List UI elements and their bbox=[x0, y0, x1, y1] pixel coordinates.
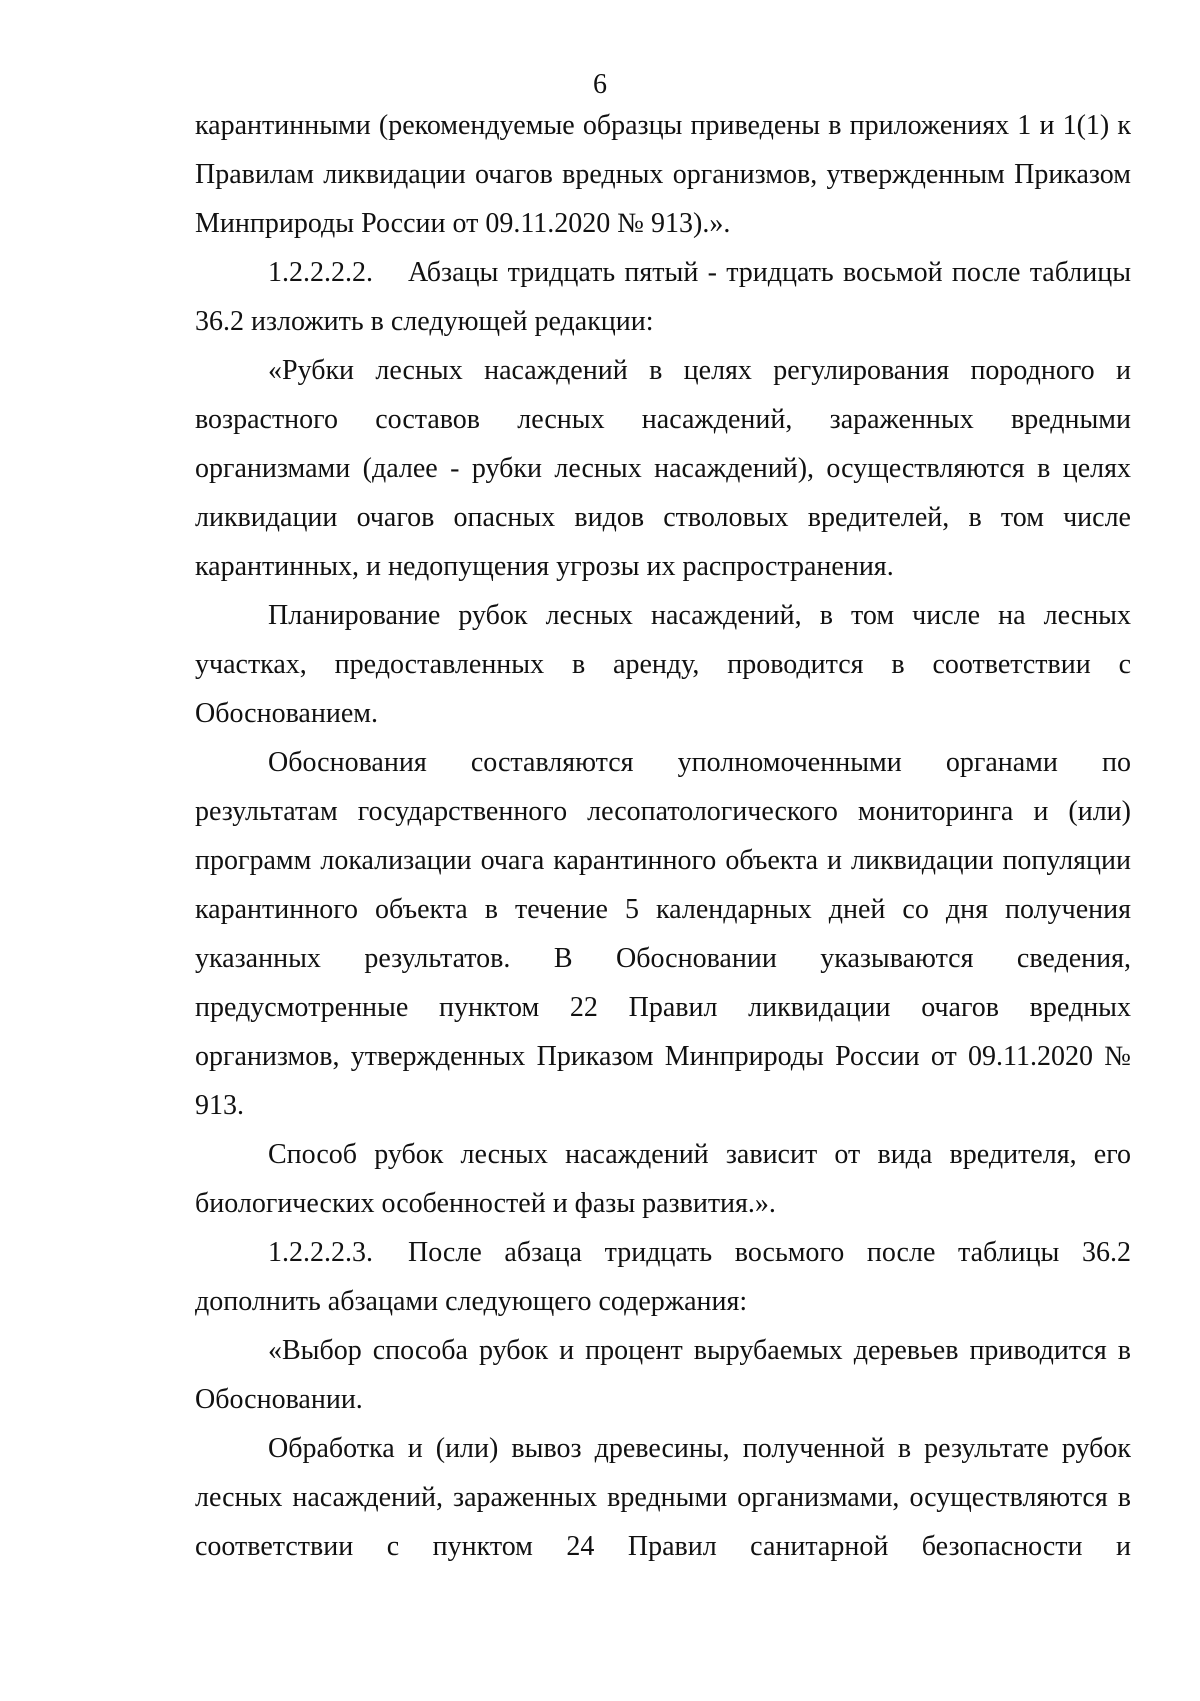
clause-text: Абзацы тридцать пятый - тридцать восьмой после таблицы 36.2 изложить в следующей редакции: bbox=[195, 257, 1131, 337]
paragraph-processing: Обработка и (или) вывоз древесины, полученной в результате рубок лесных насаждений, зараженных вредными организмами, осуществляются в соответствии с пунктом 24 Правил санитарной безопасности и bbox=[195, 1433, 1131, 1562]
paragraph-method: Способ рубок лесных насаждений зависит от вида вредителя, его биологических особенностей и фазы развития.». bbox=[195, 1139, 1131, 1219]
clause-1-2-2-2-2 bbox=[195, 248, 1131, 346]
paragraph-justification: Обоснования составляются уполномоченными органами по результатам государственного лесопатологического мониторинга и (или) программ локализации очага карантинного объекта и ликвидации популяции карантинного объекта в течение 5 календарных дней со дня получения указанных результатов. В Обосновании указываются сведения, предусмотренные пунктом 22 Правил ликвидации очагов вредных организмов, утвержденных Приказом Минприроды России от 09.11.2020 № 913. bbox=[195, 747, 1131, 1121]
page-number: 6 bbox=[593, 69, 607, 100]
quoted-paragraph-1: «Рубки лесных насаждений в целях регулирования породного и возрастного составов лесных насаждений, зараженных вредными организмами (далее - рубки лесных насаждений), осуществляются в целях ликвидации очагов опасных видов стволовых вредителей, в том числе карантинных, и недопущения угрозы их распространения. bbox=[195, 355, 1131, 582]
document-body bbox=[195, 101, 1131, 1571]
clause-number: 1.2.2.2.2. bbox=[268, 257, 373, 288]
paragraph-continuation: карантинными (рекомендуемые образцы приведены в приложениях 1 и 1(1) к Правилам ликвидации очагов вредных организмов, утвержденным Приказом Минприроды России от 09.11.2020 № 913).». bbox=[195, 110, 1131, 239]
clause-number: 1.2.2.2.3. bbox=[268, 1237, 373, 1268]
clause-1-2-2-2-3 bbox=[195, 1228, 1131, 1326]
paragraph-planning: Планирование рубок лесных насаждений, в том числе на лесных участках, предоставленных в аренду, проводится в соответствии с Обоснованием. bbox=[195, 600, 1131, 729]
clause-text: После абзаца тридцать восьмого после таблицы 36.2 дополнить абзацами следующего содержания: bbox=[195, 1237, 1131, 1317]
quoted-paragraph-2: «Выбор способа рубок и процент вырубаемых деревьев приводится в Обосновании. bbox=[195, 1335, 1131, 1415]
